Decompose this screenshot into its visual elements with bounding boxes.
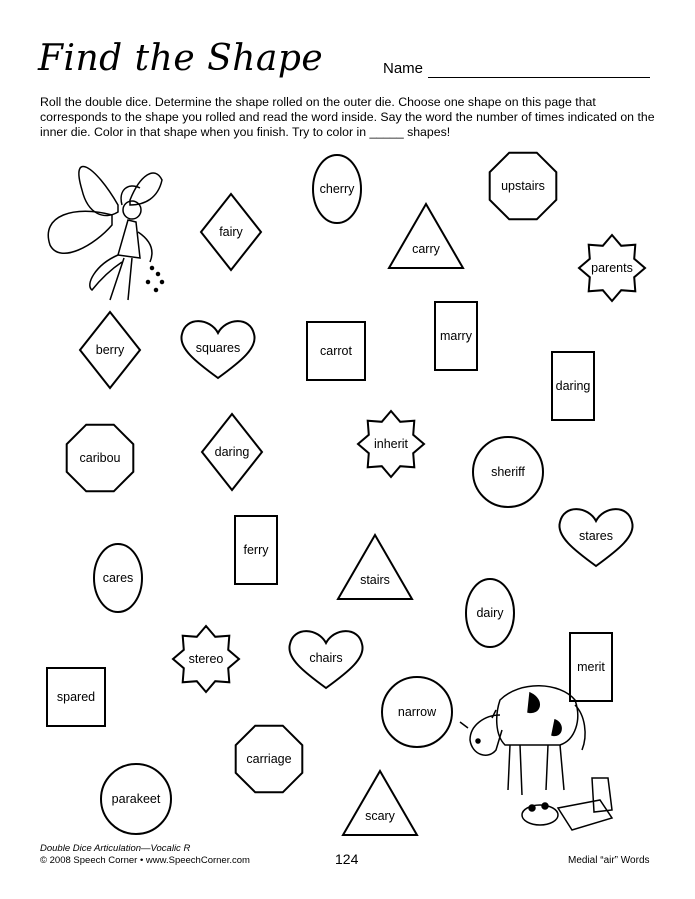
shape-word: marry (440, 329, 472, 343)
shape-word: daring (555, 379, 591, 393)
shape-item[interactable] (343, 771, 417, 835)
shape-item[interactable] (47, 668, 105, 726)
shape-word: scary (365, 809, 395, 823)
shape-item[interactable] (80, 312, 140, 388)
shape-word: fairy (219, 225, 243, 239)
shape-item[interactable] (313, 155, 361, 223)
shape-item[interactable] (338, 535, 412, 599)
copyright: © 2008 Speech Corner • www.SpeechCorner.com (40, 855, 250, 866)
shape-item[interactable] (173, 626, 239, 692)
shape-item[interactable] (579, 235, 645, 301)
shape-item[interactable] (559, 509, 632, 566)
shape-word: stares (578, 529, 614, 543)
shape-item[interactable] (466, 579, 514, 647)
page-title: Find the Shape (38, 38, 324, 79)
shape-item[interactable] (181, 321, 254, 378)
shape-item[interactable] (235, 516, 277, 584)
shape-item[interactable] (202, 414, 262, 490)
footer-topic: Medial “air” Words (568, 855, 650, 866)
shape-item[interactable] (358, 411, 424, 477)
shape-word: chairs (309, 651, 343, 665)
shape-word: stairs (360, 573, 390, 587)
shape-item[interactable] (552, 352, 594, 420)
triangle-shape[interactable] (343, 771, 417, 835)
shape-item[interactable] (570, 633, 612, 701)
shape-word: squares (195, 341, 241, 355)
shape-word: parakeet (111, 792, 161, 806)
shape-item[interactable] (94, 544, 142, 612)
shape-item[interactable] (382, 677, 452, 747)
shape-word: carrot (320, 344, 352, 358)
shape-word: ferry (243, 543, 269, 557)
shape-item[interactable] (67, 425, 134, 492)
cow-illustration (460, 686, 612, 830)
book-title: Double Dice Articulation—Vocalic R (40, 843, 191, 854)
footer-left (40, 843, 250, 867)
shape-word: caribou (79, 451, 121, 465)
shape-word: stereo (188, 652, 224, 666)
shape-word: spared (56, 690, 96, 704)
shape-word: carry (412, 242, 440, 256)
shape-item[interactable] (236, 726, 303, 793)
shape-word: daring (214, 445, 250, 459)
shape-item[interactable] (490, 153, 557, 220)
shape-word: berry (95, 343, 125, 357)
shape-item[interactable] (289, 631, 362, 688)
shape-word: narrow (397, 705, 437, 719)
shape-word: cherry (319, 182, 355, 196)
shape-item[interactable] (435, 302, 477, 370)
shape-word: sheriff (491, 465, 525, 479)
triangle-shape[interactable] (338, 535, 412, 599)
instructions: Roll the double dice. Determine the shape rolled on the outer die. Choose one shape on this page that corresponds to the shape you rolled and read the word inside. Say the word the number of times indicated on the inner die. Color in that shape when you finish. Try to color in _____ shapes! (40, 95, 655, 139)
page-number: 124 (335, 851, 359, 867)
fairy-illustration (48, 166, 163, 300)
shape-word: merit (577, 660, 605, 674)
shape-word: parents (591, 261, 633, 275)
shape-word: dairy (476, 606, 504, 620)
shape-item[interactable] (389, 204, 463, 268)
shape-word: inherit (373, 437, 409, 451)
triangle-shape[interactable] (389, 204, 463, 268)
name-label: Name (383, 60, 424, 77)
shape-item[interactable] (473, 437, 543, 507)
shape-word: carriage (246, 752, 292, 766)
shape-word: cares (102, 571, 134, 585)
shape-item[interactable] (307, 322, 365, 380)
shape-item[interactable] (101, 764, 171, 834)
shape-item[interactable] (201, 194, 261, 270)
shape-word: upstairs (501, 179, 545, 193)
